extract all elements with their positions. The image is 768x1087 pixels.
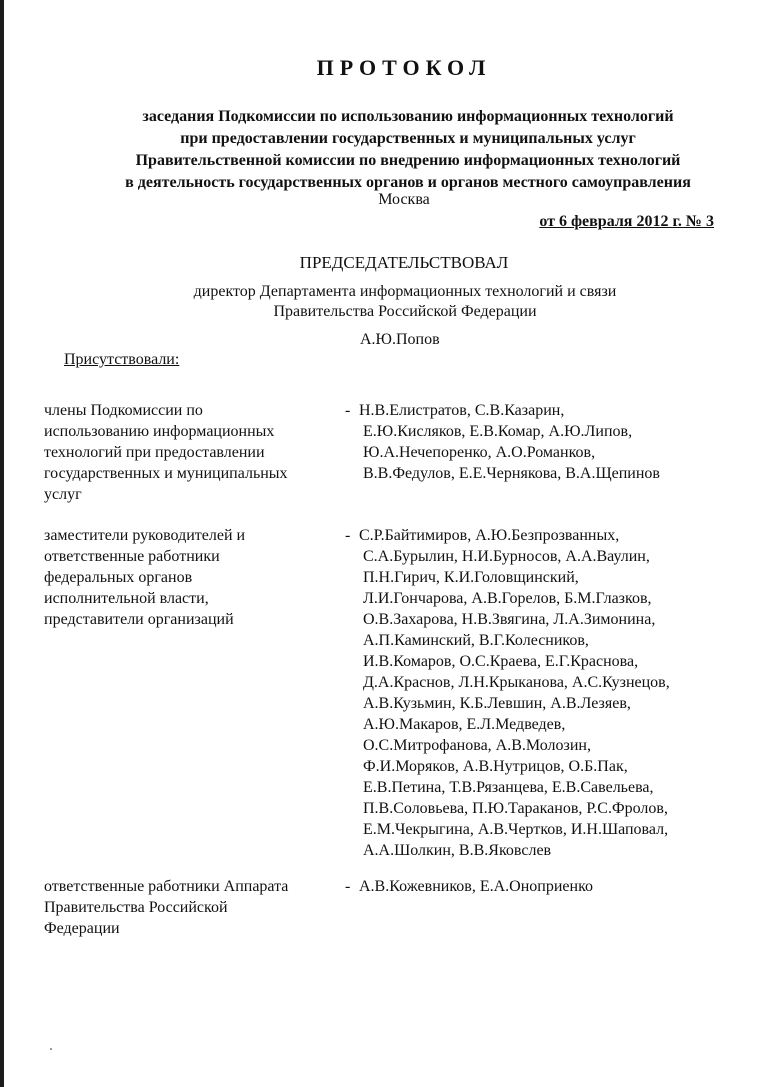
chair-position-line: Правительства Российской Федерации bbox=[273, 303, 537, 320]
group-label-line: федеральных органов bbox=[44, 569, 193, 586]
chair-heading: ПРЕДСЕДАТЕЛЬСТВОВАЛ bbox=[299, 253, 509, 272]
group-label-line: Правительства Российской bbox=[44, 899, 228, 916]
group-label-line: Федерации bbox=[44, 920, 120, 937]
names-line bbox=[345, 400, 725, 421]
document-title: ПРОТОКОЛ bbox=[316, 55, 492, 80]
subject-line: Правительственной комиссии по внедрению информационных технологий bbox=[135, 152, 681, 169]
names-line: А.П.Каминский, В.Г.Колесников, bbox=[363, 632, 589, 649]
names-line: Е.Ю.Кисляков, Е.В.Комар, А.Ю.Липов, bbox=[363, 423, 633, 440]
names-line: Л.И.Гончарова, А.В.Горелов, Б.М.Глазков, bbox=[363, 590, 652, 607]
chair-name: А.Ю.Попов bbox=[360, 331, 440, 348]
names-line: Д.А.Краснов, Л.Н.Крыканова, А.С.Кузнецов, bbox=[363, 674, 670, 691]
names-line: П.Н.Гирич, К.И.Головщинский, bbox=[363, 569, 579, 586]
attendee-group-names bbox=[345, 400, 725, 484]
group-label-line: технологий при предоставлении bbox=[44, 444, 265, 461]
attendee-group-label bbox=[44, 876, 344, 939]
group-label-line: члены Подкомиссии по bbox=[44, 402, 203, 419]
group-label-line: заместители руководителей и bbox=[44, 527, 246, 544]
group-label-line: использованию информационных bbox=[44, 423, 275, 440]
names-line: С.А.Бурылин, Н.И.Бурносов, А.А.Ваулин, bbox=[363, 548, 650, 565]
chair-position-line: директор Департамента информационных технологий и связи bbox=[193, 283, 617, 300]
names-line bbox=[345, 876, 725, 897]
names-line bbox=[345, 525, 725, 546]
attendee-group-government-staff bbox=[44, 876, 724, 946]
group-label-line: государственных и муниципальных bbox=[44, 465, 288, 482]
group-label-line: представители организаций bbox=[44, 611, 234, 628]
attendee-group-names bbox=[345, 525, 725, 861]
meeting-city: Москва bbox=[378, 191, 430, 208]
protocol-date-number: от 6 февраля 2012 г. № 3 bbox=[539, 213, 714, 230]
names-line: А.А.Шолкин, В.В.Яковслев bbox=[363, 842, 552, 859]
meeting-subject bbox=[78, 106, 738, 194]
attendee-group-names bbox=[345, 876, 725, 897]
names-line: И.В.Комаров, О.С.Краева, Е.Г.Краснова, bbox=[363, 653, 639, 670]
names-line: А.Ю.Макаров, Е.Л.Медведев, bbox=[363, 716, 566, 733]
names-line: В.В.Федулов, Е.Е.Чернякова, В.А.Щепинов bbox=[363, 465, 660, 482]
names-line: Е.М.Чекрыгина, А.В.Чертков, И.Н.Шаповал, bbox=[363, 821, 669, 838]
names-text: Н.В.Елистратов, С.В.Казарин, bbox=[359, 402, 565, 419]
attendees-heading: Присутствовали: bbox=[64, 351, 180, 368]
names-line: Ю.А.Нечепоренко, А.О.Романков, bbox=[363, 444, 596, 461]
group-label-line: услуг bbox=[44, 486, 82, 503]
subject-line: в деятельность государственных органов и органов местного самоуправления bbox=[125, 174, 691, 191]
group-label-line: ответственные работники Аппарата bbox=[44, 878, 289, 895]
dash-marker: - bbox=[345, 878, 351, 895]
attendee-group-officials bbox=[44, 525, 724, 860]
names-line: П.В.Соловьева, П.Ю.Тараканов, Р.С.Фролов, bbox=[363, 800, 668, 817]
names-text: А.В.Кожевников, Е.А.Оноприенко bbox=[359, 878, 594, 895]
names-text: С.Р.Байтимиров, А.Ю.Безпрозванных, bbox=[359, 527, 620, 544]
names-line: А.В.Кузьмин, К.Б.Левшин, А.В.Лезяев, bbox=[363, 695, 631, 712]
page-edge-line bbox=[0, 0, 4, 1087]
names-line: Ф.И.Моряков, А.В.Нутрицов, О.Б.Пак, bbox=[363, 758, 628, 775]
chair-position bbox=[120, 282, 690, 322]
dash-marker: - bbox=[345, 527, 351, 544]
subject-line: заседания Подкомиссии по использованию информационных технологий bbox=[142, 108, 674, 125]
names-line: О.С.Митрофанова, А.В.Молозин, bbox=[363, 737, 591, 754]
group-label-line: ответственные работники bbox=[44, 548, 220, 565]
names-line: О.В.Захарова, Н.В.Звягина, Л.А.Зимонина, bbox=[363, 611, 656, 628]
scan-speck bbox=[50, 1048, 52, 1050]
attendee-group-label bbox=[44, 525, 344, 630]
dash-marker: - bbox=[345, 402, 351, 419]
names-line: Е.В.Петина, Т.В.Рязанцева, Е.В.Савельева, bbox=[363, 779, 654, 796]
subject-line: при предоставлении государственных и муниципальных услуг bbox=[180, 130, 636, 147]
group-label-line: исполнительной власти, bbox=[44, 590, 209, 607]
attendee-group-members bbox=[44, 400, 724, 510]
attendee-group-label bbox=[44, 400, 344, 505]
